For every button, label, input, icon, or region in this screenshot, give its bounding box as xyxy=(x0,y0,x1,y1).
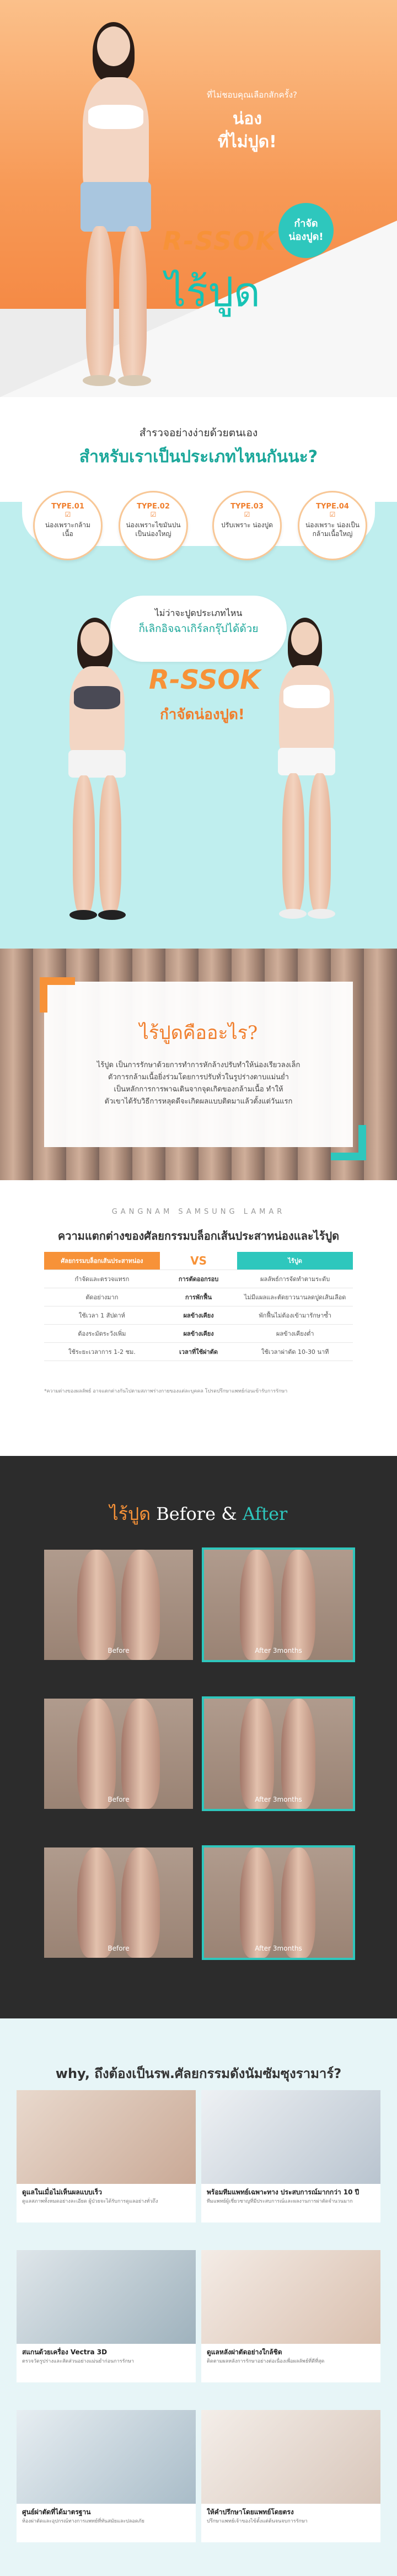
before-image-3 xyxy=(44,1847,193,1958)
after-image-1 xyxy=(204,1550,353,1660)
type-item-1 xyxy=(33,491,103,560)
why-section xyxy=(0,2018,397,2576)
compare-header-row xyxy=(44,1252,353,1270)
types-subtitle: สำรวจอย่างง่ายด้วยตนเอง xyxy=(139,427,258,439)
compare-section xyxy=(0,1180,397,1456)
why-photo-5 xyxy=(17,2410,196,2504)
why-card-3 xyxy=(17,2250,196,2382)
hero-badge-line-1: กำจัด xyxy=(294,218,318,229)
compare-left-header: ศัลยกรรมบล็อกเส้นประสาทน่อง xyxy=(44,1252,160,1270)
why-card-5 xyxy=(17,2410,196,2542)
whatis-section xyxy=(0,949,397,1180)
why-photo-3 xyxy=(17,2250,196,2344)
compare-right-header: ไร้ปูด xyxy=(237,1252,353,1270)
before-label: Before xyxy=(108,1945,130,1952)
whatis-line-1: ไร้ปูด เป็นการรักษาด้วยการทำการหักล้างปรับทำให้น่องเรียวลงเล็ก xyxy=(96,1061,301,1069)
table-row xyxy=(44,1343,353,1361)
type-name: TYPE.01 xyxy=(51,502,84,511)
hero-question-line-2: ที่ไม่ปูด! xyxy=(218,132,277,152)
hero-question-big xyxy=(218,108,277,154)
table-row xyxy=(44,1306,353,1325)
checkbox-icon: ☑ xyxy=(150,511,157,518)
why-desc: ห้องผ่าตัดและอุปกรณ์ทางการแพทย์ที่ทันสมัยและปลอดภัย xyxy=(22,2519,144,2524)
whatis-line-4: ตัวเขาได้รับวิธีการหลุดดีจะเกิดผลแบบติดมาแล้วตั้งแต่วันแรก xyxy=(104,1097,293,1106)
why-caption: ดูแลในเมื่อไม่เห็นผลแบบเร็ว xyxy=(22,2188,102,2196)
why-desc: ดูแลสภาพทั้งหมดอย่างละเอียด ผู้ป่วยจะได้รับการดูแลอย่างทั่วถึง xyxy=(22,2199,158,2204)
before-label: Before xyxy=(108,1796,130,1803)
before-image-2 xyxy=(44,1699,193,1809)
table-row xyxy=(44,1270,353,1288)
after-image-2 xyxy=(204,1699,353,1809)
hero-title: ไร้ปูด xyxy=(165,269,260,316)
why-caption: ดูแลหลังผ่าตัดอย่างใกล้ชิด xyxy=(207,2348,282,2356)
types-speech-line-1: ไม่ว่าจะปูดประเภทไหน xyxy=(154,608,243,618)
compare-eng-label: GANGNAM SAMSUNG LAMAR xyxy=(111,1208,286,1216)
before-label: Before xyxy=(108,1647,130,1654)
table-row xyxy=(44,1288,353,1306)
why-title: why, ถึงต้องเป็นรพ.ศัลยกรรมดังนัมซัมซุงรามาร์? xyxy=(55,2066,342,2081)
hero-logo: R-SSOK xyxy=(163,226,276,256)
type-item-4 xyxy=(298,491,367,560)
compare-mid-cell: เวลาที่ใช้ผ่าตัด xyxy=(160,1343,237,1361)
compare-mid-cell: การตัดออกรอบ xyxy=(160,1270,237,1288)
type-desc: น่องเพราะกล้ามเนื้อ xyxy=(45,521,91,538)
type-name: TYPE.02 xyxy=(137,502,170,511)
why-desc: ติดตามผลหลังการรักษาอย่างต่อเนื่องเพื่อผลลัพธ์ที่ดีที่สุด xyxy=(207,2359,325,2364)
type-name: TYPE.03 xyxy=(230,502,264,511)
why-desc: ทีมแพทย์ผู้เชี่ยวชาญที่มีประสบการณ์และผลงานการผ่าตัดจำนวนมาก xyxy=(207,2199,353,2204)
compare-right-cell: ไม่มีแผลและตัดยาวนานลดปูดเส้นเลือด xyxy=(237,1288,353,1306)
compare-note: *ความต่างของผลลัพธ์ อาจแตกต่างกันไปตามสภาพร่างกายของแต่ละบุคคล โปรดปรึกษาแพทย์ก่อนเข้ารับการรักษา xyxy=(44,1389,288,1394)
compare-left-cell: ใช้เวลา 1 สัปดาห์ xyxy=(44,1306,160,1325)
before-after-section xyxy=(0,1456,397,2018)
after-image-3 xyxy=(204,1847,353,1958)
why-photo-4 xyxy=(201,2250,380,2344)
whatis-teal-accent xyxy=(331,1125,366,1160)
whatis-question: ไร้ปูดคืออะไร? xyxy=(139,1022,258,1044)
why-desc: ปรึกษาแพทย์เจ้าของไข้ตั้งแต่ต้นจนจบการรักษา xyxy=(207,2519,308,2524)
type-item-3 xyxy=(212,491,282,560)
type-item-2 xyxy=(119,491,188,560)
ba-title-part-1: ไร้ปูด xyxy=(109,1503,151,1524)
types-tagline: กำจัดน่องปูด! xyxy=(160,706,245,723)
why-card-4 xyxy=(201,2250,380,2382)
compare-mid-cell: ผลข้างเคียง xyxy=(160,1306,237,1325)
type-desc: ปรับเพราะ น่องปูด xyxy=(221,521,273,529)
compare-right-cell: ผลลัพธ์การจัดทำตามระดับ xyxy=(237,1270,353,1288)
after-label: After 3months xyxy=(255,1647,302,1654)
compare-mid-cell: ผลข้างเคียง xyxy=(160,1325,237,1343)
type-desc: น่องเพราะไขมันปนเป็นน่องใหญ่ xyxy=(126,521,181,538)
compare-title: ความแตกต่างของศัลยกรรมบล็อกเส้นประสาทน่องและไร้ปูด xyxy=(57,1229,340,1243)
compare-table xyxy=(44,1252,353,1361)
compare-left-cell: ตัดอย่างมาก xyxy=(44,1288,160,1306)
whatis-line-2: ตัวการกล้ามเนื้อยิ่งร่วมโดยการปรับทั่วในรูปร่างดาบแม่นย่ำ xyxy=(108,1073,289,1081)
why-card-2 xyxy=(201,2090,380,2222)
table-row xyxy=(44,1325,353,1343)
why-caption: ศูนย์ผ่าตัดที่ได้มาตรฐาน xyxy=(22,2508,91,2516)
compare-right-cell: ผลข้างเคียงต่ำ xyxy=(237,1325,353,1343)
type-name: TYPE.04 xyxy=(316,502,349,511)
why-caption: สแกนด้วยเครื่อง Vectra 3D xyxy=(22,2348,108,2356)
ba-title-part-2: Before & xyxy=(156,1503,237,1524)
types-heading: สำหรับเราเป็นประเภทไหนกันนะ? xyxy=(79,447,318,467)
ba-title xyxy=(0,1500,397,1528)
compare-left-cell: ใช้ระยะเวลาการ 1-2 ชม. xyxy=(44,1343,160,1361)
after-label: After 3months xyxy=(255,1796,302,1803)
after-label: After 3months xyxy=(255,1945,302,1952)
types-model-left-image xyxy=(55,618,138,926)
hero-model-image xyxy=(61,17,171,397)
types-logo: R-SSOK xyxy=(149,665,261,695)
why-card-1 xyxy=(17,2090,196,2222)
why-photo-6 xyxy=(201,2410,380,2504)
why-caption: พร้อมทีมแพทย์เฉพาะทาง ประสบการณ์มากกว่า 10 ปี xyxy=(207,2188,360,2196)
compare-right-cell: พักฟื้นไม่ต้องเข้ามารักษาซ้ำ xyxy=(237,1306,353,1325)
types-section xyxy=(0,397,397,949)
hero-badge-line-2: น่องปูด! xyxy=(288,231,324,243)
compare-left-cell: ต้องระมัดระวังเพิ่ม xyxy=(44,1325,160,1343)
checkbox-icon: ☑ xyxy=(65,511,71,518)
why-photo-2 xyxy=(201,2090,380,2184)
why-photo-1 xyxy=(17,2090,196,2184)
type-desc: น่องเพราะ น่องเป็นกล้ามเนื้อใหญ่ xyxy=(305,521,360,538)
whatis-orange-accent xyxy=(40,977,75,1013)
why-desc: ตรวจวัดรูปร่างและสัดส่วนอย่างแม่นยำก่อนการรักษา xyxy=(22,2359,134,2364)
compare-left-cell: กำจัดและตรวจแทรก xyxy=(44,1270,160,1288)
compare-vs: VS xyxy=(160,1252,237,1270)
compare-right-cell: ใช้เวลาผ่าตัด 10-30 นาที xyxy=(237,1343,353,1361)
hero-question-small: ที่ไม่ชอบคุณเลือกสักครั้ง? xyxy=(207,90,298,100)
hero-question-line-1: น่อง xyxy=(232,109,262,128)
checkbox-icon: ☑ xyxy=(244,511,250,518)
hero-section xyxy=(0,0,397,397)
whatis-line-3: เป็นหลักการการพาฉเดินจากจุดเกิดของกล้ามเนื้อ ทำให้ xyxy=(114,1085,283,1094)
checkbox-icon: ☑ xyxy=(329,511,336,518)
why-card-6 xyxy=(201,2410,380,2542)
before-image-1 xyxy=(44,1550,193,1660)
types-speech-line-2: ก็เลิกอิจฉาเกิร์ลกรุ๊ปได้ด้วย xyxy=(138,623,259,635)
why-caption: ให้คำปรึกษาโดยแพทย์โดยตรง xyxy=(207,2508,294,2516)
types-model-right-image xyxy=(265,618,347,926)
compare-mid-cell: การพักฟื้น xyxy=(160,1288,237,1306)
ba-title-part-3: After xyxy=(242,1503,288,1524)
hero-badge xyxy=(278,203,334,258)
